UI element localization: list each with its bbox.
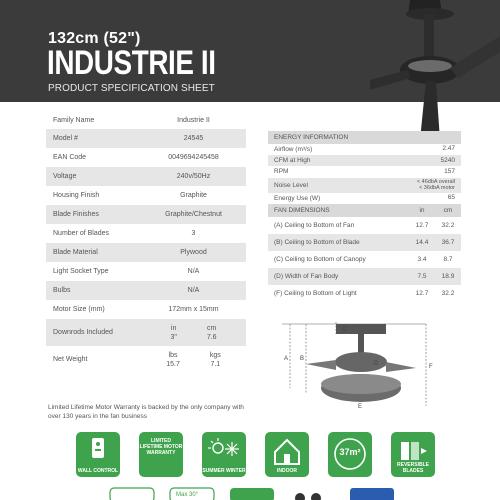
ceiling-fan-photo	[370, 0, 500, 140]
dimension-row: (F) Ceiling to Bottom of Light 12.7 32.2	[274, 289, 455, 297]
warranty-note: Limited Lifetime Motor Warranty is backed by the only company with over 130 years in the fan business	[48, 404, 244, 420]
feature-badges	[76, 432, 436, 477]
badge-wall-control: WALL CONTROL	[76, 432, 120, 477]
badge-summer-winter: SUMMER WINTER	[202, 432, 246, 477]
energy-row: CFM at High 5240	[268, 155, 461, 166]
spec-row: Voltage 240v/50Hz	[46, 167, 246, 186]
max-angle-label: Max 30°	[176, 492, 199, 498]
badge-warranty: LIMITED LIFETIME MOTOR WARRANTY	[139, 432, 183, 477]
family-row: Family Name Industrie II	[53, 117, 210, 124]
dimension-row: (C) Ceiling to Bottom of Canopy 3.4 8.7	[274, 255, 453, 263]
spec-row: EAN Code 0049694245458	[53, 154, 219, 161]
spec-row: Housing Finish Graphite	[53, 192, 207, 199]
label-b: B	[300, 356, 305, 362]
label-f: F	[429, 364, 433, 370]
net-weight-row: Net Weight lbs 15.7 kgs 7.1	[53, 351, 221, 368]
spec-row: Bulbs N/A	[46, 281, 246, 300]
spec-row: Model # 24545	[46, 129, 246, 148]
energy-dimension-table	[268, 131, 461, 302]
energy-row: Airflow (m³/s) 2.47	[274, 145, 455, 154]
energy-row: Energy Use (W) 65	[274, 193, 455, 202]
bottom-icons-row	[100, 486, 420, 500]
dimension-row: (B) Ceiling to Bottom of Blade 14.4 36.7	[268, 234, 461, 251]
energy-header: ENERGY INFORMATION	[268, 131, 461, 144]
badge-room-size: 37m²	[328, 432, 372, 477]
badge-reversible-blades: REVERSIBLE BLADES	[391, 432, 435, 477]
downrods-row: Downrods Included in 3" cm 7.6	[46, 319, 246, 346]
spec-row: Blade Finishes Graphite/Chestnut	[46, 205, 246, 224]
label-e: E	[358, 404, 363, 410]
label-a: A	[284, 356, 289, 362]
spec-row: Number of Blades 3	[53, 230, 196, 237]
badge-indoor: INDOOR	[265, 432, 309, 477]
sheet-subtitle: PRODUCT SPECIFICATION SHEET	[48, 83, 215, 94]
dimension-row: (A) Ceiling to Bottom of Fan 12.7 32.2	[274, 221, 455, 229]
energy-row: Noise Level < 46dbA overall < 36dbA motor	[268, 178, 461, 193]
label-d: D	[374, 361, 379, 367]
spec-row: Motor Size (mm) 172mm x 15mm	[53, 306, 219, 313]
product-spec-table	[46, 112, 246, 373]
spec-row: Blade Material Plywood	[46, 243, 246, 262]
label-c: C	[342, 327, 347, 333]
energy-row: RPM 157	[274, 167, 455, 176]
model-title: INDUSTRIE II	[47, 44, 216, 82]
fan-size: 132cm (52")	[48, 30, 141, 47]
fan-dimension-diagram	[276, 318, 446, 418]
dimension-row: (D) Width of Fan Body 7.5 18.9	[268, 268, 461, 285]
dimensions-header: FAN DIMENSIONS in cm	[268, 204, 461, 217]
spec-row: Light Socket Type N/A	[53, 268, 200, 275]
